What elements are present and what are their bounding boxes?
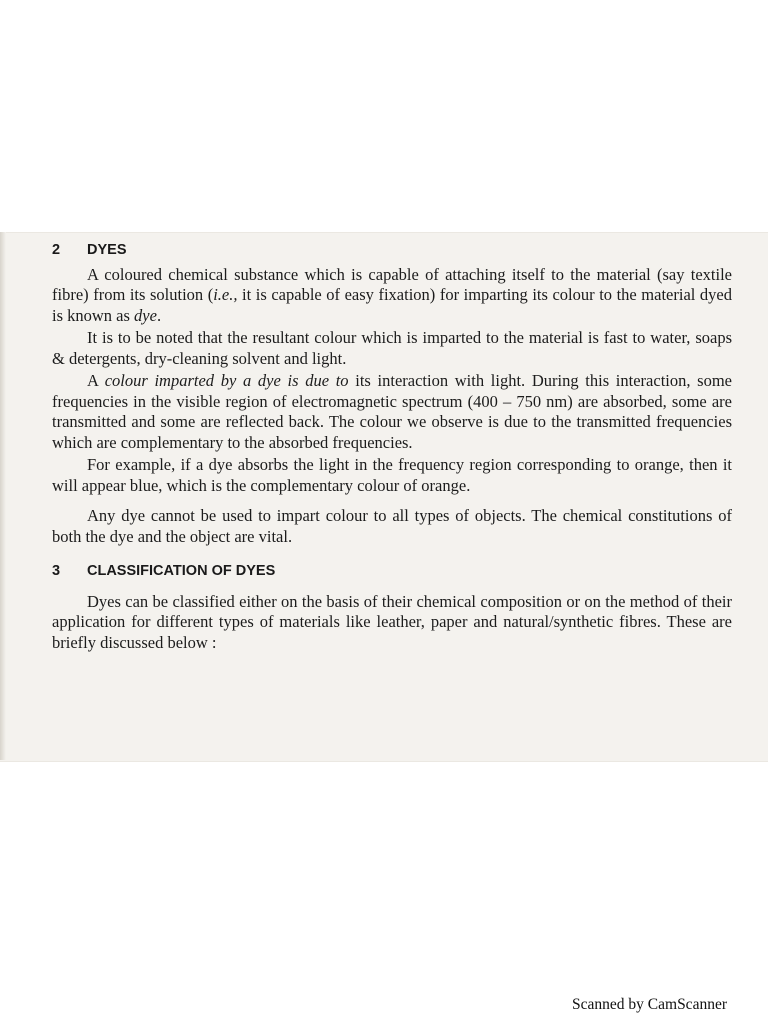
paragraph-text: it is capable of easy fixation) for imparting its colour to the material dyed is known as [52,285,732,325]
section-title: DYES [87,242,127,258]
paragraph-classification: Dyes can be classified either on the basis of their chemical composition or on the method of their application for different types of materials like leather, paper and natural/synthetic fibres. These are briefly discussed below : [52,591,732,652]
section-title: CLASSIFICATION OF DYES [87,563,276,579]
paragraph-text: A [87,371,105,390]
paragraph-dye-definition [52,265,732,327]
paragraph-light-interaction [52,371,732,453]
italic-text: i.e., [213,285,238,304]
paragraph-constitution: Any dye cannot be used to impart colour to all types of objects. The chemical constitutions of both the dye and the object are vital. [52,506,732,546]
paragraph-text: its interaction with light. During this interaction, some frequencies in the visible region of electromagnetic spectrum (400 – 750 nm) are absorbed, some are transmitted and some are reflected back. The colour we observe is due to the transmitted frequencies which are complementary to the absorbed frequencies. [52,371,732,452]
paragraph-example: For example, if a dye absorbs the light in the frequency region corresponding to orange, then it will appear blue, which is the complementary colour of orange. [52,455,732,495]
document-text [52,238,732,655]
section-number: 3 [52,563,61,579]
section-number: 2 [52,242,61,258]
page-edge-shadow [0,232,6,760]
scanner-watermark: Scanned by CamScanner [572,996,727,1013]
italic-term: dye [134,305,157,325]
italic-text: colour imparted by a dye is due to [104,371,349,390]
section-heading-classification [52,561,732,582]
paragraph-text: A coloured chemical substance which is capable of attaching itself to the material (say textile fibre) from its solution ( [52,264,732,304]
section-heading-dyes [52,240,732,261]
paragraph-text: . [156,305,162,325]
paragraph-fastness: It is to be noted that the resultant colour which is imparted to the material is fast to water, soaps & detergents, dry-cleaning solvent and light. [52,328,732,368]
